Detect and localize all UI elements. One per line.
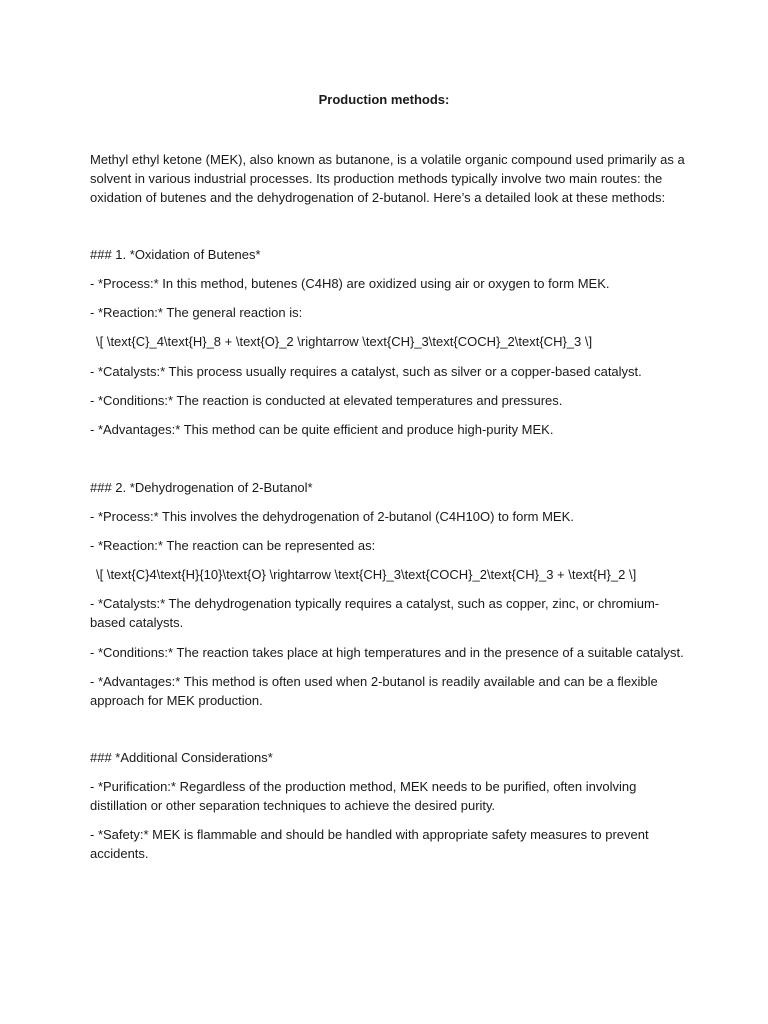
section-1-reaction: - *Reaction:* The general reaction is: <box>90 305 303 320</box>
section-1-conditions: - *Conditions:* The reaction is conducted at elevated temperatures and pressures. <box>90 393 563 408</box>
intro-line-1: Methyl ethyl ketone (MEK), also known as butanone, is a volatile organic compound used primarily as a <box>90 152 685 167</box>
intro-line-3: oxidation of butenes and the dehydrogenation of 2-butanol. Here’s a detailed look at these methods: <box>90 190 666 205</box>
section-3-purification-line-2: distillation or other separation techniques to achieve the desired purity. <box>90 798 496 813</box>
section-2-process: - *Process:* This involves the dehydrogenation of 2-butanol (C4H10O) to form MEK. <box>90 509 574 524</box>
section-2-advantages-line-1: - *Advantages:* This method is often used when 2-butanol is readily available and can be a flexible <box>90 674 658 689</box>
section-2-reaction: - *Reaction:* The reaction can be represented as: <box>90 538 376 553</box>
section-2-conditions: - *Conditions:* The reaction takes place at high temperatures and in the presence of a suitable catalyst. <box>90 645 684 660</box>
section-3-heading: ### *Additional Considerations* <box>90 750 273 765</box>
section-2-formula: \[ \text{C}4\text{H}{10}\text{O} \rightarrow \text{CH}_3\text{COCH}_2\text{CH}_3 + \text{H}_2 \] <box>96 567 637 582</box>
section-1-heading: ### 1. *Oxidation of Butenes* <box>90 247 261 262</box>
section-2-catalysts-line-1: - *Catalysts:* The dehydrogenation typically requires a catalyst, such as copper, zinc, or chromium- <box>90 596 660 611</box>
intro-line-2: solvent in various industrial processes. Its production methods typically involve two main routes: the <box>90 171 663 186</box>
section-2-heading: ### 2. *Dehydrogenation of 2-Butanol* <box>90 480 313 495</box>
section-3-safety-line-2: accidents. <box>90 846 149 861</box>
section-3-safety-line-1: - *Safety:* MEK is flammable and should be handled with appropriate safety measures to prevent <box>90 827 649 842</box>
section-1-process: - *Process:* In this method, butenes (C4H8) are oxidized using air or oxygen to form MEK. <box>90 276 610 291</box>
page-title: Production methods: <box>318 92 450 107</box>
section-1-formula: \[ \text{C}_4\text{H}_8 + \text{O}_2 \rightarrow \text{CH}_3\text{COCH}_2\text{CH}_3 \] <box>96 334 593 349</box>
section-3-purification-line-1: - *Purification:* Regardless of the production method, MEK needs to be purified, often involving <box>90 779 637 794</box>
section-1-catalysts: - *Catalysts:* This process usually requires a catalyst, such as silver or a copper-based catalyst. <box>90 364 642 379</box>
section-1-advantages: - *Advantages:* This method can be quite efficient and produce high-purity MEK. <box>90 422 554 437</box>
section-2-advantages-line-2: approach for MEK production. <box>90 693 263 708</box>
section-2-catalysts-line-2: based catalysts. <box>90 615 184 630</box>
